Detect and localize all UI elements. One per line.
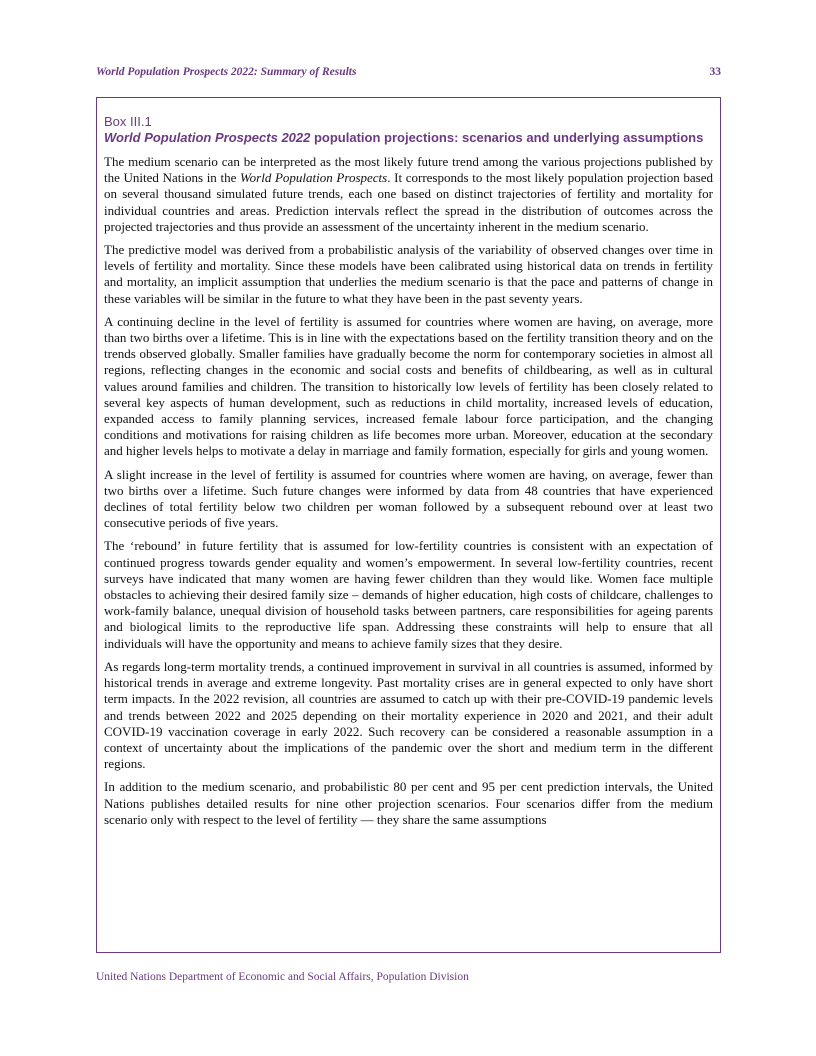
- paragraph-2: The predictive model was derived from a probabilistic analysis of the variability of observed changes over time in levels of fertility and mortality. Since these models have been calibrated using historical data on trends in fertility and mortality, an implicit assumption that underlies the medium scenario is that the pace and patterns of change in these variables will be similar in the future to what they have been in the past seventy years.: [104, 242, 713, 306]
- paragraph-1: [104, 154, 713, 235]
- paragraph-1-italic: World Population Prospects: [240, 170, 388, 186]
- running-header: [96, 66, 721, 78]
- box-iii-1: [96, 97, 721, 953]
- running-header-title: World Population Prospects 2022: Summary of Results: [96, 66, 357, 78]
- paragraph-7: In addition to the medium scenario, and probabilistic 80 per cent and 95 per cent prediction intervals, the United Nations publishes detailed results for nine other projection scenarios. Four scenarios differ from the medium scenario only with respect to the level of fertility — they share the same assumptions: [104, 779, 713, 827]
- box-title-rest: population projections: scenarios and underlying assumptions: [310, 130, 704, 145]
- paragraph-3: A continuing decline in the level of fertility is assumed for countries where women are having, on average, more than two births over a lifetime. This is in line with the expectations based on the fertility transition theory and on the trends observed globally. Smaller families have gradually become the norm for contemporary societies in almost all regions, reflecting changes in the economic and social costs and benefits of childbearing, as well as in cultural values around families and children. The transition to historically low levels of fertility has been closely related to several key aspects of human development, such as reductions in child mortality, increased levels of education, expanded access to family planning services, increased female labour force participation, and the changing conditions and motivations for raising children as life becomes more urban. Moreover, education at the secondary and higher levels helps to motivate a delay in marriage and family formation, especially for girls and young women.: [104, 313, 713, 459]
- box-title: [104, 130, 713, 146]
- paragraph-5: The ‘rebound’ in future fertility that is assumed for low-fertility countries is consistent with an expectation of continued progress towards gender equality and women’s empowerment. In several low-fertility countries, recent surveys have indicated that many women are having fewer children than they would like. Women face multiple obstacles to achieving their desired family size – demands of higher education, high costs of childcare, challenges to work-family balance, unequal division of household tasks between partners, care responsibilities for ageing parents and biological limits to the reproductive life span. Addressing these constraints will help to ensure that all individuals will have the opportunity and means to achieve family sizes that they desire.: [104, 538, 713, 651]
- box-title-italic: World Population Prospects 2022: [104, 130, 311, 145]
- paragraph-1-part-a: The medium scenario can be interpreted as the most likely future trend among the various projections published by the United Nations in the: [104, 154, 713, 186]
- page-footer: United Nations Department of Economic and Social Affairs, Population Division: [96, 971, 469, 983]
- paragraph-1-part-b: . It corresponds to the most likely population projection based on several thousand simulated future trends, each one based on distinct trajectories of fertility and mortality for individual countries and areas. Prediction intervals reflect the spread in the distribution of outcomes across the projected trajectories and thus provide an assessment of the uncertainty inherent in the medium scenario.: [104, 170, 713, 234]
- box-label: Box III.1: [104, 114, 152, 129]
- paragraph-6: As regards long-term mortality trends, a continued improvement in survival in all countries is assumed, informed by historical trends in average and extreme longevity. Past mortality crises are in general expected to only have short term impacts. In the 2022 revision, all countries are assumed to catch up with their pre-COVID-19 pandemic levels and trends between 2022 and 2025 depending on their mortality experience in 2020 and 2021, and their adult COVID-19 vaccination coverage in early 2022. Such recovery can be considered a reasonable assumption in a context of uncertainty about the implications of the pandemic over the short and medium term in the different regions.: [104, 658, 713, 772]
- paragraph-4: A slight increase in the level of fertility is assumed for countries where women are having, on average, fewer than two births over a lifetime. Such future changes were informed by data from 48 countries that have experienced declines of total fertility below two children per woman followed by a subsequent rebound over at least two consecutive periods of five years.: [104, 466, 713, 531]
- page-number: 33: [709, 66, 721, 78]
